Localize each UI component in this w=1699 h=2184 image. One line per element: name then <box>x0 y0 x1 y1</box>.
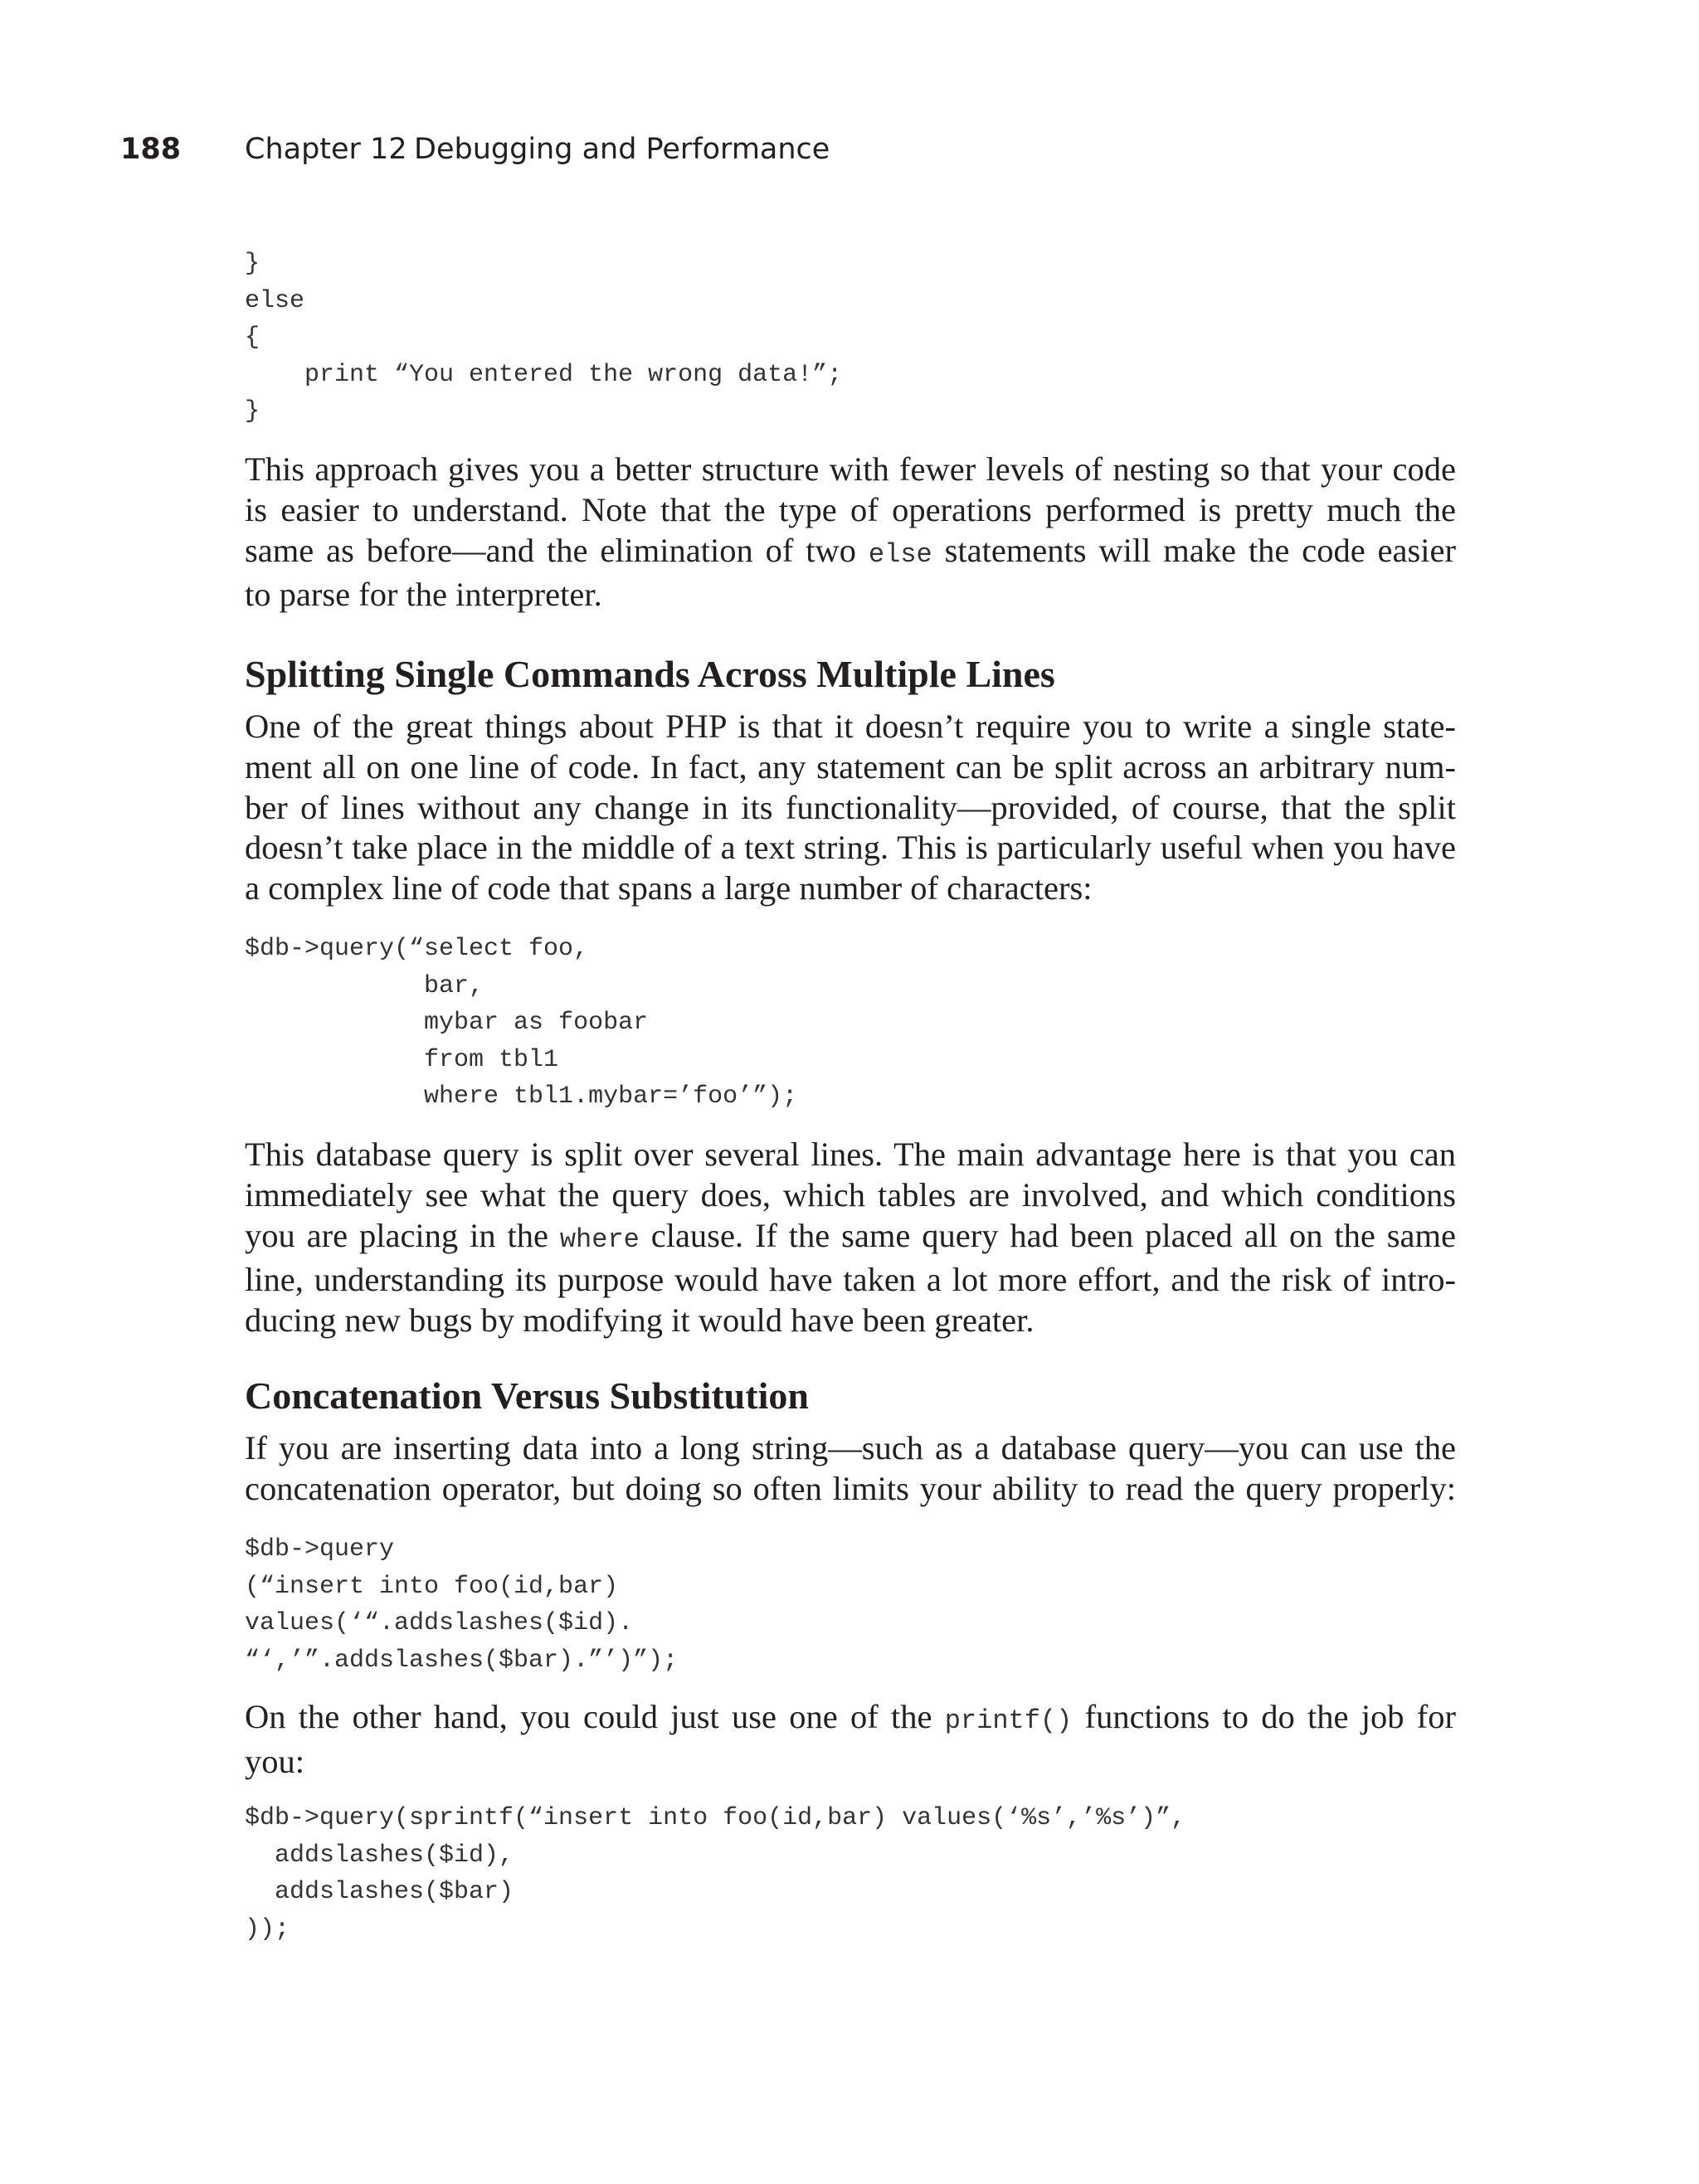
paragraph-line: concatenation operator, but doing so often limits your ability to read the query properly: <box>245 1469 1456 1507</box>
paragraph-line <box>245 1216 1456 1261</box>
code-line: $db->query <box>245 1535 395 1564</box>
code-line: addslashes($bar) <box>245 1878 514 1906</box>
paragraph-line: immediately see what the query does, which tables are involved, and which conditions <box>245 1175 1456 1214</box>
text-segment: functions to do the job for <box>1072 1698 1457 1735</box>
paragraph-printf <box>245 1697 1456 1783</box>
paragraph-line: If you are inserting data into a long string—such as a database query—you can use the <box>245 1429 1456 1467</box>
text-segment: On the other hand, you could just use one of the <box>245 1698 945 1735</box>
chapter-title: Debugging and Performance <box>414 133 830 166</box>
paragraph-line: This database query is split over several lines. The main advantage here is that you can <box>245 1136 1456 1173</box>
chapter-label: Chapter 12 <box>245 133 407 166</box>
paragraph-line: ber of lines without any change in its functionality—provided, of course, that the split <box>245 788 1456 826</box>
code-line: “‘,’”.addslashes($bar).”’)”); <box>245 1646 679 1675</box>
paragraph-query-explanation <box>245 1135 1456 1341</box>
paragraph-line: to parse for the interpreter. <box>245 576 602 614</box>
section-heading-concatenation: Concatenation Versus Substitution <box>245 1374 809 1417</box>
text-segment: statements will make the code easier <box>932 531 1456 569</box>
paragraph-line: you: <box>245 1742 305 1780</box>
paragraph-line: One of the great things about PHP is that it doesn’t require you to write a single state- <box>245 708 1456 745</box>
code-line: print “You entered the wrong data!”; <box>245 360 843 389</box>
section-heading-splitting: Splitting Single Commands Across Multiple Lines <box>245 653 1055 695</box>
code-line: $db->query(“select foo, <box>245 935 589 963</box>
code-line: { <box>245 323 260 352</box>
code-line: (“insert into foo(id,bar) <box>245 1572 619 1601</box>
code-block-else <box>245 246 1456 430</box>
code-block-sprintf <box>245 1800 1456 1948</box>
inline-code-printf: printf() <box>944 1705 1073 1736</box>
code-block-query <box>245 931 1456 1116</box>
code-block-concatenation <box>245 1531 1456 1679</box>
inline-code-else: else <box>868 538 932 570</box>
paragraph-structure <box>245 450 1456 615</box>
paragraph-line: line, understanding its purpose would have taken a lot more effort, and the risk of intro- <box>245 1261 1456 1299</box>
code-line: else <box>245 286 305 315</box>
page-number: 188 <box>120 133 182 166</box>
paragraph-line <box>245 1697 1456 1742</box>
code-line: )); <box>245 1914 290 1943</box>
code-line: values(‘“.addslashes($id). <box>245 1609 634 1637</box>
code-line: mybar as foobar <box>245 1009 649 1037</box>
code-line: } <box>245 397 260 426</box>
paragraph-line <box>245 531 1456 576</box>
paragraph-splitting <box>245 707 1456 909</box>
inline-code-where: where <box>559 1223 640 1255</box>
paragraph-line: a complex line of code that spans a large number of characters: <box>245 869 1093 907</box>
paragraph-line: doesn’t take place in the middle of a text string. This is particularly useful when you have <box>245 829 1456 867</box>
text-segment: you are placing in the <box>245 1216 560 1254</box>
code-line: addslashes($id), <box>245 1841 514 1870</box>
paragraph-concatenation <box>245 1428 1456 1510</box>
text-segment: same as before—and the elimination of two <box>245 531 869 569</box>
paragraph-line: ducing new bugs by modifying it would have been greater. <box>245 1301 1034 1340</box>
code-line: } <box>245 250 260 278</box>
code-line: $db->query(sprintf(“insert into foo(id,bar) values(‘%s’,’%s’)”, <box>245 1804 1186 1832</box>
code-line: where tbl1.mybar=’foo’”); <box>245 1082 798 1111</box>
code-line: from tbl1 <box>245 1045 559 1074</box>
paragraph-line: ment all on one line of code. In fact, any statement can be split across an arbitrary num- <box>245 747 1456 786</box>
text-segment: clause. If the same query had been placed all on the same <box>639 1216 1456 1254</box>
paragraph-line: This approach gives you a better structure with fewer levels of nesting so that your code <box>245 450 1456 488</box>
paragraph-line: is easier to understand. Note that the type of operations performed is pretty much the <box>245 490 1456 528</box>
code-line: bar, <box>245 971 484 1000</box>
